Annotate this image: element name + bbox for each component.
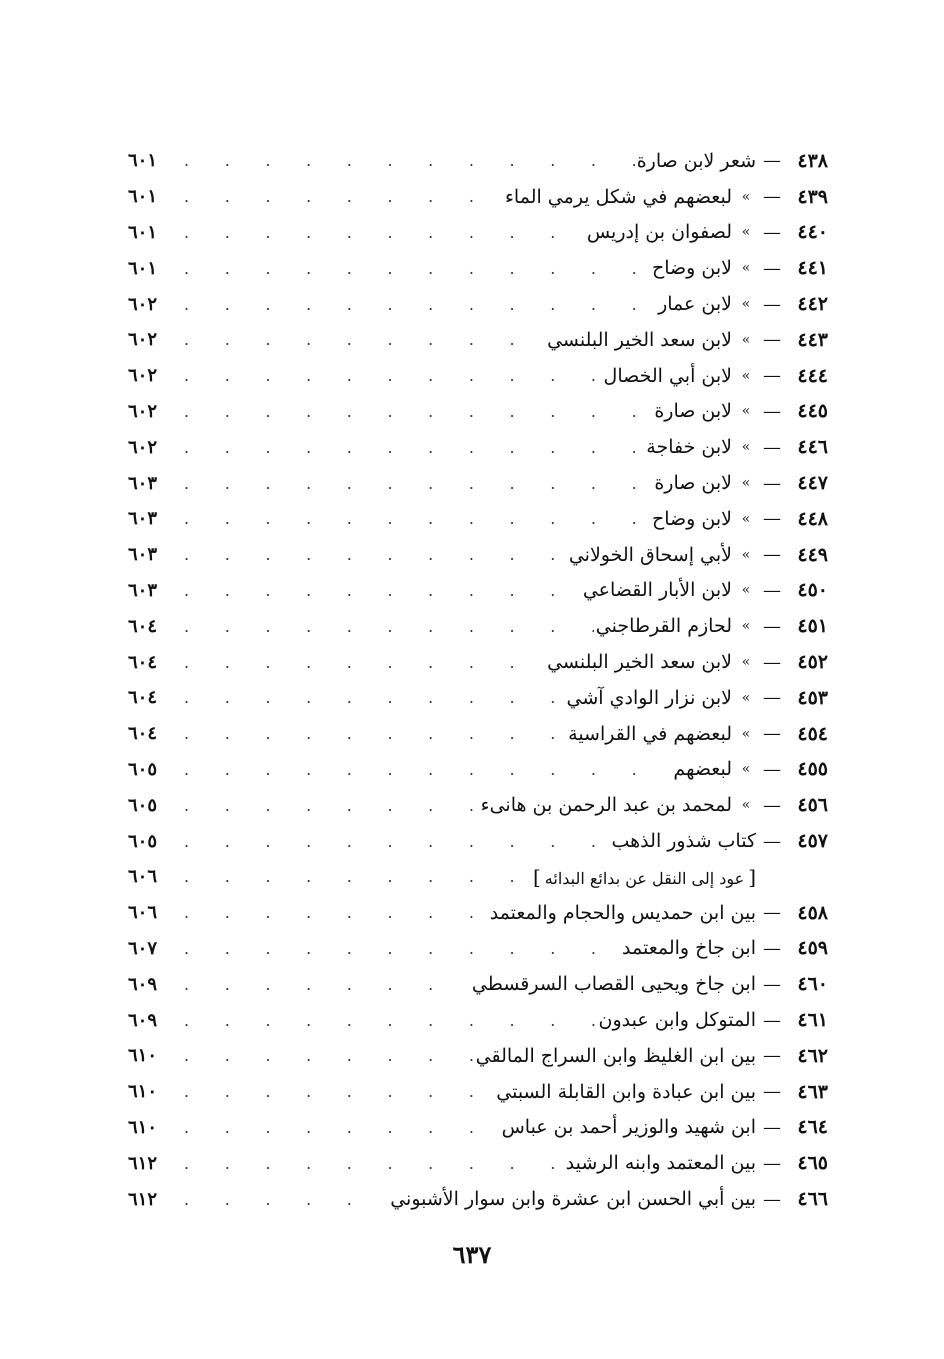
dot-leader bbox=[176, 903, 488, 922]
entry-number: ٤٦٠ bbox=[797, 973, 828, 996]
entry-page-number: ٦٠٧ bbox=[128, 937, 158, 959]
dot-leader bbox=[176, 402, 652, 421]
entry-page-number: ٦٠٢ bbox=[128, 365, 158, 387]
dot-leader bbox=[176, 509, 650, 528]
entry-page-number: ٦٠٤ bbox=[128, 687, 158, 709]
entry-dash: — bbox=[763, 257, 781, 279]
entry-number: ٤٤١ bbox=[797, 257, 828, 280]
entry-number: ٤٦١ bbox=[797, 1009, 828, 1032]
entry-title: لابن صارة bbox=[654, 400, 732, 423]
entry-title: ابن جاخ والمعتمد bbox=[622, 937, 756, 960]
page-number: ٦٣٧ bbox=[452, 1240, 492, 1269]
entry-dash: — bbox=[763, 293, 781, 315]
toc-entry bbox=[128, 752, 828, 788]
entry-title: لبعضهم في شكل يرمي الماء bbox=[504, 185, 732, 208]
entry-dash: — bbox=[763, 1188, 781, 1210]
entry-dash: — bbox=[763, 723, 781, 745]
entry-dash: — bbox=[763, 1045, 781, 1067]
entry-page-number: ٦٠٤ bbox=[128, 723, 158, 745]
dot-leader bbox=[176, 975, 470, 994]
entry-page-number: ٦٠٢ bbox=[128, 436, 158, 458]
toc-entry bbox=[128, 537, 828, 573]
entry-number: ٤٦٣ bbox=[797, 1080, 828, 1103]
ditto-mark: » bbox=[741, 403, 751, 420]
entry-title: بين ابن حمديس والحجام والمعتمد bbox=[489, 901, 756, 924]
ditto-mark: » bbox=[741, 296, 751, 313]
entry-page-number: ٦١٢ bbox=[128, 1188, 158, 1210]
entry-title: لابن وضاح bbox=[652, 257, 732, 280]
dot-leader bbox=[176, 688, 565, 707]
toc-entry bbox=[128, 250, 828, 286]
ditto-mark: » bbox=[741, 188, 751, 205]
dot-leader bbox=[176, 1082, 494, 1101]
entry-title: لابن عمار bbox=[658, 293, 732, 316]
entry-title: بين أبي الحسن ابن عشرة وابن سوار الأشبوني bbox=[390, 1188, 756, 1210]
ditto-mark: » bbox=[741, 224, 751, 241]
dot-leader bbox=[176, 724, 566, 743]
ditto-mark: » bbox=[741, 725, 751, 742]
entry-title: لأبي إسحاق الخولاني bbox=[568, 543, 732, 566]
entry-page-number: ٦٠٣ bbox=[128, 544, 158, 566]
entry-number: ٤٥٧ bbox=[797, 830, 828, 853]
entry-page-number: ٦٠٢ bbox=[128, 400, 158, 422]
entry-dash: — bbox=[763, 472, 781, 494]
ditto-mark: » bbox=[741, 260, 751, 277]
entry-title: لابن سعد الخير البلنسي bbox=[547, 328, 732, 351]
entry-page-number: ٦١٢ bbox=[128, 1152, 158, 1174]
entry-dash: — bbox=[763, 186, 781, 208]
entry-page-number: ٦٠٦ bbox=[128, 902, 158, 924]
dot-leader bbox=[176, 295, 656, 314]
toc-entry bbox=[128, 1145, 828, 1181]
entry-title: ابن شهيد والوزير أحمد بن عباس bbox=[501, 1116, 756, 1139]
dot-leader bbox=[176, 223, 585, 242]
ditto-mark: » bbox=[741, 582, 751, 599]
entry-number: ٤٤٩ bbox=[797, 543, 828, 566]
entry-page-number: ٦١٠ bbox=[128, 1116, 158, 1138]
toc-entry bbox=[128, 286, 828, 322]
entry-number: ٤٥٣ bbox=[797, 686, 828, 709]
dot-leader bbox=[176, 438, 644, 457]
entry-number: ٤٤٣ bbox=[797, 328, 828, 351]
toc-entry bbox=[128, 1038, 828, 1074]
entry-dash: — bbox=[763, 579, 781, 601]
toc-entry bbox=[128, 823, 828, 859]
entry-title: لصفوان بن إدريس bbox=[586, 221, 732, 244]
entry-title: لبعضهم في القراسية bbox=[568, 722, 732, 745]
entry-page-number: ٦٠٤ bbox=[128, 651, 158, 673]
ditto-mark: » bbox=[741, 618, 751, 635]
dot-leader bbox=[176, 796, 479, 815]
ditto-mark: » bbox=[741, 654, 751, 671]
entry-dash: — bbox=[763, 615, 781, 637]
dot-leader bbox=[176, 653, 545, 672]
entry-dash: — bbox=[763, 1152, 781, 1174]
entry-page-number: ٦١٠ bbox=[128, 1045, 158, 1067]
entry-title: لابن سعد الخير البلنسي bbox=[547, 651, 732, 674]
entry-dash: — bbox=[763, 544, 781, 566]
dot-leader bbox=[176, 1118, 500, 1137]
entry-dash: — bbox=[763, 1009, 781, 1031]
toc-entry bbox=[128, 394, 828, 430]
toc-entry bbox=[128, 465, 828, 501]
entry-page-number: ٦٠٣ bbox=[128, 508, 158, 530]
entry-page-number: ٦٠٦ bbox=[128, 866, 158, 888]
entry-dash: — bbox=[763, 937, 781, 959]
dot-leader bbox=[176, 330, 545, 349]
ditto-mark: » bbox=[741, 439, 751, 456]
entry-title: بين ابن عبادة وابن القابلة السبتي bbox=[496, 1080, 756, 1103]
entry-page-number: ٦٠٥ bbox=[128, 758, 158, 780]
entry-title: بين المعتمد وابنه الرشيد bbox=[565, 1152, 756, 1175]
entry-number: ٤٤٧ bbox=[797, 472, 828, 495]
entry-number: ٤٣٨ bbox=[797, 149, 828, 172]
entry-dash: — bbox=[763, 973, 781, 995]
ditto-mark: » bbox=[741, 367, 751, 384]
entry-title: لابن صارة bbox=[654, 472, 732, 495]
entry-number: ٤٥٠ bbox=[797, 579, 828, 602]
ditto-mark: » bbox=[741, 689, 751, 706]
dot-leader bbox=[176, 187, 503, 206]
entry-title: لابن خفاجة bbox=[646, 436, 732, 459]
toc-entry bbox=[128, 1181, 828, 1217]
entry-dash: — bbox=[763, 794, 781, 816]
dot-leader bbox=[176, 832, 610, 851]
entry-dash: — bbox=[763, 1116, 781, 1138]
dot-leader bbox=[176, 617, 594, 636]
entry-number: ٤٤٨ bbox=[797, 507, 828, 530]
entry-number: ٤٦٥ bbox=[797, 1152, 828, 1175]
entry-title: [ عود إلى النقل عن بدائع البدائه ] bbox=[531, 865, 758, 889]
entry-page-number: ٦٠٩ bbox=[128, 973, 158, 995]
entry-number: ٤٥٤ bbox=[797, 722, 828, 745]
ditto-mark: » bbox=[741, 797, 751, 814]
toc-entry bbox=[128, 716, 828, 752]
entry-title: بين ابن الغليظ وابن السراج المالقي bbox=[475, 1044, 756, 1067]
entry-dash: — bbox=[763, 651, 781, 673]
toc-entry bbox=[128, 501, 828, 537]
entry-dash: — bbox=[763, 758, 781, 780]
entry-number: ٤٦٦ bbox=[797, 1188, 828, 1210]
entry-number: ٤٤٦ bbox=[797, 436, 828, 459]
entry-number: ٤٤٥ bbox=[797, 400, 828, 423]
entry-title: لبعضهم bbox=[673, 758, 732, 781]
entry-page-number: ٦٠٣ bbox=[128, 472, 158, 494]
entry-dash: — bbox=[763, 150, 781, 172]
entry-page-number: ٦٠١ bbox=[128, 257, 158, 279]
dot-leader bbox=[176, 760, 671, 779]
dot-leader bbox=[176, 581, 581, 600]
ditto-mark: » bbox=[741, 475, 751, 492]
toc-entry bbox=[128, 859, 828, 895]
dot-leader bbox=[176, 474, 652, 493]
toc-entry bbox=[128, 931, 828, 967]
entry-title: لابن نزار الوادي آشي bbox=[566, 686, 732, 709]
entry-number: ٤٤٢ bbox=[797, 293, 828, 316]
entry-dash: — bbox=[763, 902, 781, 924]
entry-page-number: ٦٠٢ bbox=[128, 293, 158, 315]
toc-entry bbox=[128, 644, 828, 680]
toc-entry bbox=[128, 1002, 828, 1038]
toc-entry bbox=[128, 680, 828, 716]
entry-page-number: ٦١٠ bbox=[128, 1081, 158, 1103]
toc-entry bbox=[128, 1074, 828, 1110]
entry-dash: — bbox=[763, 830, 781, 852]
entry-title: لحازم القرطاجني bbox=[595, 615, 732, 638]
entry-number: ٤٥١ bbox=[797, 615, 828, 638]
entry-title: لابن الأبار القضاعي bbox=[582, 579, 732, 602]
entry-page-number: ٦٠٥ bbox=[128, 794, 158, 816]
toc-entry bbox=[128, 895, 828, 931]
ditto-mark: » bbox=[741, 546, 751, 563]
entry-page-number: ٦٠١ bbox=[128, 221, 158, 243]
entry-number: ٤٥٥ bbox=[797, 758, 828, 781]
entry-title: لابن وضاح bbox=[652, 507, 732, 530]
dot-leader bbox=[176, 1011, 597, 1030]
entry-page-number: ٦٠٣ bbox=[128, 579, 158, 601]
entry-number: ٤٤٠ bbox=[797, 221, 828, 244]
toc-entry bbox=[128, 966, 828, 1002]
ditto-mark: » bbox=[741, 331, 751, 348]
entry-page-number: ٦٠٤ bbox=[128, 615, 158, 637]
entry-dash: — bbox=[763, 687, 781, 709]
entry-page-number: ٦٠٢ bbox=[128, 329, 158, 351]
entry-number: ٤٦٤ bbox=[797, 1116, 828, 1139]
entry-number: ٤٦٢ bbox=[797, 1044, 828, 1067]
entry-dash: — bbox=[763, 436, 781, 458]
dot-leader bbox=[176, 1190, 388, 1209]
entry-title: المتوكل وابن عبدون bbox=[598, 1009, 756, 1032]
entry-dash: — bbox=[763, 508, 781, 530]
toc-entry bbox=[128, 429, 828, 465]
toc-entry bbox=[128, 322, 828, 358]
toc-entry bbox=[128, 179, 828, 215]
entry-dash: — bbox=[763, 400, 781, 422]
entry-title: ابن جاخ ويحيى القصاب السرقسطي bbox=[471, 973, 756, 996]
entry-dash: — bbox=[763, 329, 781, 351]
entry-page-number: ٦٠٥ bbox=[128, 830, 158, 852]
entry-dash: — bbox=[763, 365, 781, 387]
toc-entry bbox=[128, 1110, 828, 1146]
toc-entry bbox=[128, 573, 828, 609]
toc-entry bbox=[128, 143, 828, 179]
entry-title: لابن أبي الخصال bbox=[603, 364, 732, 387]
entry-number: ٤٣٩ bbox=[797, 185, 828, 208]
entry-title: شعر لابن صارة bbox=[636, 149, 756, 172]
table-of-contents bbox=[128, 143, 828, 1217]
ditto-mark: » bbox=[741, 510, 751, 527]
dot-leader bbox=[176, 1154, 564, 1173]
entry-page-number: ٦٠١ bbox=[128, 150, 158, 172]
dot-leader bbox=[176, 1046, 474, 1065]
entry-number: ٤٥٨ bbox=[797, 901, 828, 924]
toc-entry bbox=[128, 215, 828, 251]
entry-dash: — bbox=[763, 221, 781, 243]
dot-leader bbox=[176, 545, 567, 564]
entry-number: ٤٥٩ bbox=[797, 937, 828, 960]
dot-leader bbox=[176, 366, 602, 385]
toc-entry bbox=[128, 608, 828, 644]
ditto-mark: » bbox=[741, 761, 751, 778]
entry-page-number: ٦٠٩ bbox=[128, 1009, 158, 1031]
dot-leader bbox=[176, 259, 650, 278]
toc-entry bbox=[128, 358, 828, 394]
entry-page-number: ٦٠١ bbox=[128, 186, 158, 208]
entry-dash: — bbox=[763, 1081, 781, 1103]
dot-leader bbox=[176, 151, 635, 170]
toc-entry bbox=[128, 787, 828, 823]
entry-number: ٤٥٢ bbox=[797, 651, 828, 674]
dot-leader bbox=[176, 867, 531, 886]
entry-number: ٤٥٦ bbox=[797, 794, 828, 817]
entry-number: ٤٤٤ bbox=[797, 364, 828, 387]
entry-title: لمحمد بن عبد الرحمن بن هانىء bbox=[480, 794, 732, 817]
dot-leader bbox=[176, 939, 620, 958]
entry-title: كتاب شذور الذهب bbox=[611, 830, 756, 853]
